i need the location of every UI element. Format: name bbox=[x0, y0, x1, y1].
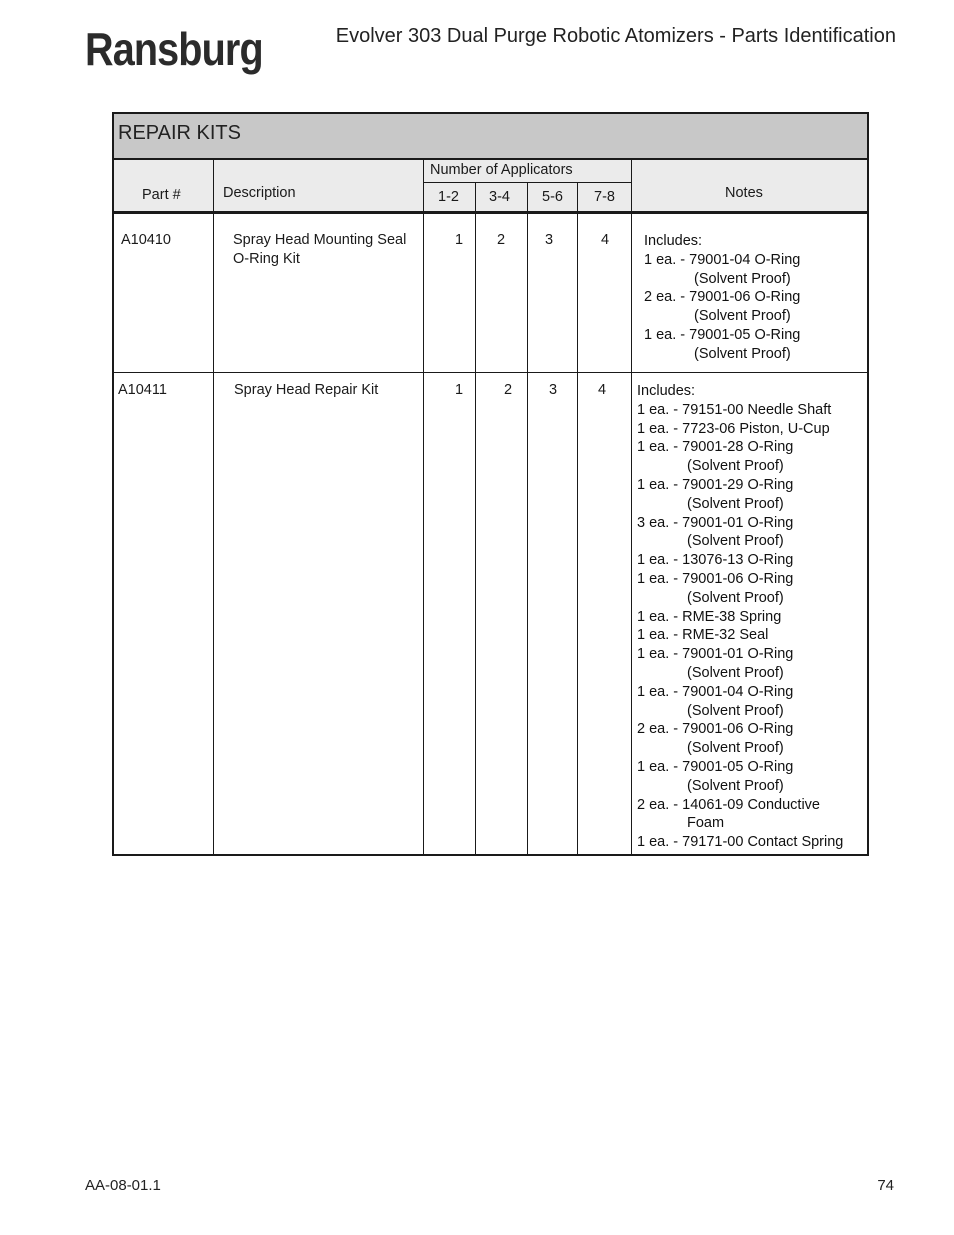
notes-line: (Solvent Proof) bbox=[687, 533, 784, 550]
notes-line: (Solvent Proof) bbox=[687, 589, 784, 606]
notes-line: (Solvent Proof) bbox=[694, 308, 791, 325]
qty-7-8: 4 bbox=[598, 382, 607, 398]
notes-list bbox=[637, 382, 843, 852]
notes-line: 1 ea. - RME-38 Spring bbox=[637, 608, 782, 625]
notes-line: 2 ea. - 14061-09 Conductive bbox=[637, 796, 820, 813]
header-applicators-3-4: 3-4 bbox=[489, 189, 510, 205]
notes-line: Includes: bbox=[637, 383, 696, 399]
header-number-of-applicators: Number of Applicators bbox=[430, 162, 573, 178]
column-divider bbox=[475, 182, 476, 854]
ransburg-logo: Ransburg bbox=[85, 23, 263, 75]
notes-line: 1 ea. - 79001-29 O-Ring bbox=[637, 476, 794, 493]
notes-line: (Solvent Proof) bbox=[687, 740, 784, 757]
column-divider bbox=[213, 158, 214, 854]
notes-list bbox=[644, 232, 800, 364]
notes-line: 1 ea. - 79001-04 O-Ring bbox=[637, 683, 794, 700]
document-number: AA-08-01.1 bbox=[85, 1177, 161, 1194]
header-applicators-1-2: 1-2 bbox=[438, 189, 459, 205]
notes-line: 3 ea. - 79001-01 O-Ring bbox=[637, 514, 794, 531]
notes-line: (Solvent Proof) bbox=[687, 495, 784, 512]
table-title: REPAIR KITS bbox=[118, 122, 241, 144]
qty-3-4: 2 bbox=[497, 232, 506, 248]
notes-line: Includes: bbox=[644, 233, 703, 249]
notes-line: 2 ea. - 79001-06 O-Ring bbox=[637, 721, 794, 738]
notes-line: (Solvent Proof) bbox=[694, 270, 791, 287]
notes-line: 1 ea. - 79001-06 O-Ring bbox=[637, 570, 794, 587]
description-line: Spray Head Repair Kit bbox=[234, 382, 379, 398]
description-line: O-Ring Kit bbox=[233, 251, 300, 267]
part-number: A10411 bbox=[118, 382, 167, 398]
qty-5-6: 3 bbox=[545, 232, 554, 248]
notes-line: 1 ea. - 7723-06 Piston, U-Cup bbox=[637, 420, 830, 437]
qty-3-4: 2 bbox=[504, 382, 513, 398]
notes-line: 1 ea. - 79151-00 Needle Shaft bbox=[637, 401, 832, 418]
notes-line: 1 ea. - 79171-00 Contact Spring bbox=[637, 834, 844, 851]
notes-line: (Solvent Proof) bbox=[687, 664, 784, 681]
notes-line: (Solvent Proof) bbox=[687, 777, 784, 794]
notes-line: Foam bbox=[687, 815, 725, 832]
notes-line: 1 ea. - 79001-01 O-Ring bbox=[637, 646, 794, 663]
notes-line: 1 ea. - RME-32 Seal bbox=[637, 627, 769, 644]
notes-line: 1 ea. - 79001-05 O-Ring bbox=[644, 326, 801, 343]
page-number: 74 bbox=[877, 1177, 894, 1194]
notes-line: 2 ea. - 79001-06 O-Ring bbox=[644, 289, 801, 306]
notes-line: 1 ea. - 13076-13 O-Ring bbox=[637, 552, 794, 569]
repair-kits-table bbox=[112, 112, 869, 856]
table-header bbox=[114, 160, 867, 214]
header-applicators-7-8: 7-8 bbox=[594, 189, 615, 205]
column-divider bbox=[527, 182, 528, 854]
header-part-number: Part # bbox=[142, 187, 181, 203]
notes-line: (Solvent Proof) bbox=[694, 345, 791, 362]
header-applicators-5-6: 5-6 bbox=[542, 189, 563, 205]
table-title-banner bbox=[114, 114, 867, 160]
qty-5-6: 3 bbox=[549, 382, 558, 398]
column-divider bbox=[631, 158, 632, 854]
notes-line: (Solvent Proof) bbox=[687, 458, 784, 475]
header-notes: Notes bbox=[725, 185, 763, 201]
qty-1-2: 1 bbox=[455, 232, 464, 248]
qty-7-8: 4 bbox=[601, 232, 610, 248]
part-number: A10410 bbox=[121, 232, 171, 248]
qty-1-2: 1 bbox=[455, 382, 464, 398]
notes-line: 1 ea. - 79001-05 O-Ring bbox=[637, 758, 794, 775]
notes-line: 1 ea. - 79001-28 O-Ring bbox=[637, 439, 794, 456]
column-divider bbox=[423, 158, 424, 854]
column-divider bbox=[577, 182, 578, 854]
notes-line: (Solvent Proof) bbox=[687, 702, 784, 719]
header-description: Description bbox=[223, 185, 296, 201]
description-line: Spray Head Mounting Seal bbox=[233, 232, 407, 248]
page-title: Evolver 303 Dual Purge Robotic Atomizers - Parts Identification bbox=[335, 25, 896, 47]
row-divider bbox=[114, 372, 867, 373]
notes-line: 1 ea. - 79001-04 O-Ring bbox=[644, 251, 801, 268]
